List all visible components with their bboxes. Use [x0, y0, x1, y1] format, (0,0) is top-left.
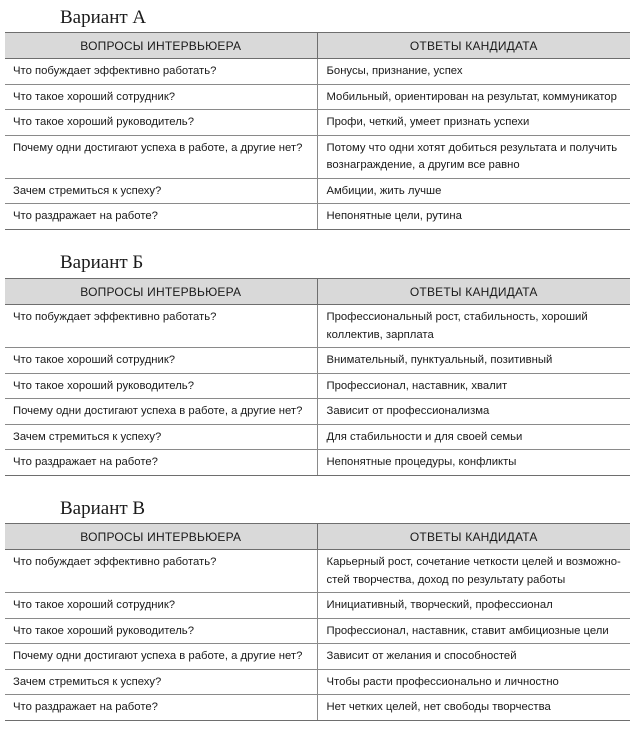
question-cell: Что такое хороший сотрудник? [5, 593, 317, 619]
question-cell: Зачем стремиться к успеху? [5, 424, 317, 450]
table-row [5, 695, 630, 721]
question-cell: Зачем стремиться к успеху? [5, 669, 317, 695]
variant-b-table [5, 278, 630, 476]
table-row [5, 399, 630, 425]
table-row [5, 373, 630, 399]
answer-cell: Непонятные цели, рутина [317, 204, 630, 230]
question-cell: Что раздражает на работе? [5, 695, 317, 721]
answers-column-header: ОТВЕТЫ КАНДИДАТА [317, 524, 630, 550]
answer-cell: Инициативный, творческий, профессионал [317, 593, 630, 619]
variant-b-title: Вариант Б [60, 252, 144, 273]
questions-column-header: ВОПРОСЫ ИНТЕРВЬЮЕРА [5, 279, 317, 305]
question-cell: Что такое хороший сотрудник? [5, 348, 317, 374]
question-cell: Что раздражает на работе? [5, 450, 317, 476]
answer-cell: Зависит от желания и способностей [317, 644, 630, 670]
answer-cell: Профессионал, наставник, хвалит [317, 373, 630, 399]
question-cell: Что такое хороший руководитель? [5, 110, 317, 136]
answer-cell: Карьерный рост, сочетание четкости целей и возможностей творчества, доход по результату работы [317, 550, 630, 593]
answer-cell: Чтобы расти профессионально и личностно [317, 669, 630, 695]
answer-cell: Профессионал, наставник, ставит амбициозные цели [317, 618, 630, 644]
answer-cell: Бонусы, признание, успех [317, 59, 630, 85]
answer-cell: Профи, четкий, умеет признать успехи [317, 110, 630, 136]
variant-v-table [5, 523, 630, 721]
variant-v-title: Вариант В [60, 498, 146, 519]
variant-a-title: Вариант А [60, 7, 147, 28]
answer-cell: Профессиональный рост, стабильность, хороший коллектив, зарплата [317, 305, 630, 348]
table-header-row [5, 33, 630, 59]
answer-cell: Внимательный, пунктуальный, позитивный [317, 348, 630, 374]
table-row [5, 178, 630, 204]
questions-column-header: ВОПРОСЫ ИНТЕРВЬЮЕРА [5, 33, 317, 59]
table-row [5, 84, 630, 110]
table-row [5, 348, 630, 374]
answer-cell: Непонятные процедуры, конфликты [317, 450, 630, 476]
table-row [5, 618, 630, 644]
table-header-row [5, 279, 630, 305]
question-cell: Что побуждает эффективно работать? [5, 59, 317, 85]
table-row [5, 59, 630, 85]
table-header-row [5, 524, 630, 550]
answers-column-header: ОТВЕТЫ КАНДИДАТА [317, 279, 630, 305]
question-cell: Что побуждает эффективно работать? [5, 550, 317, 593]
answers-column-header: ОТВЕТЫ КАНДИДАТА [317, 33, 630, 59]
table-row [5, 450, 630, 476]
question-cell: Что раздражает на работе? [5, 204, 317, 230]
table-row [5, 424, 630, 450]
answer-cell: Амбиции, жить лучше [317, 178, 630, 204]
answer-cell: Для стабильности и для своей семьи [317, 424, 630, 450]
question-cell: Почему одни достигают успеха в работе, а другие нет? [5, 399, 317, 425]
table-row [5, 550, 630, 593]
question-cell: Почему одни достигают успеха в работе, а другие нет? [5, 644, 317, 670]
table-row [5, 593, 630, 619]
question-cell: Что побуждает эффективно работать? [5, 305, 317, 348]
answer-cell: Потому что одни хотят добиться результата и получить вознаграждение, а другим все равно [317, 135, 630, 178]
variant-a-table [5, 32, 630, 230]
table-row [5, 644, 630, 670]
table-row [5, 110, 630, 136]
answer-cell: Мобильный, ориентирован на результат, коммуникатор [317, 84, 630, 110]
question-cell: Почему одни достигают успеха в работе, а другие нет? [5, 135, 317, 178]
question-cell: Что такое хороший руководитель? [5, 373, 317, 399]
question-cell: Зачем стремиться к успеху? [5, 178, 317, 204]
answer-cell: Зависит от профессионализма [317, 399, 630, 425]
table-row [5, 135, 630, 178]
table-row [5, 669, 630, 695]
questions-column-header: ВОПРОСЫ ИНТЕРВЬЮЕРА [5, 524, 317, 550]
table-row [5, 305, 630, 348]
table-row [5, 204, 630, 230]
question-cell: Что такое хороший сотрудник? [5, 84, 317, 110]
answer-cell: Нет четких целей, нет свободы творчества [317, 695, 630, 721]
question-cell: Что такое хороший руководитель? [5, 618, 317, 644]
